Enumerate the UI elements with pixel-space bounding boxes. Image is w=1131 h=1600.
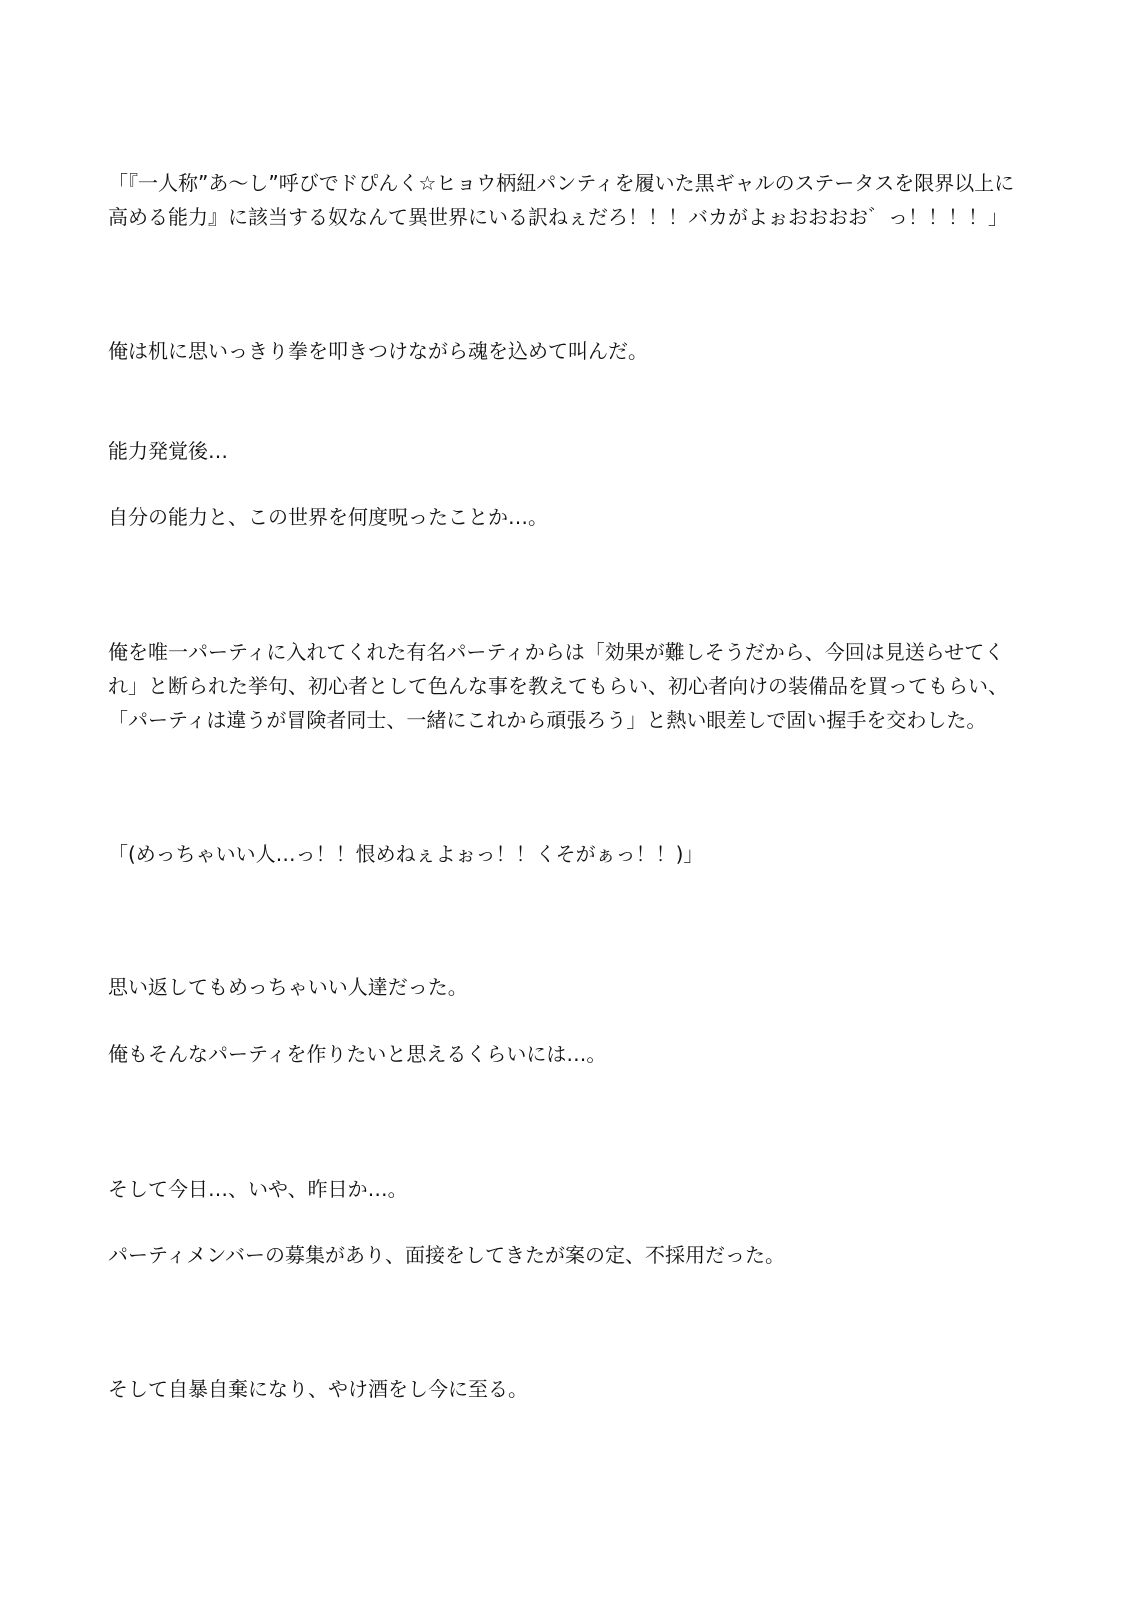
paragraph-good-people: 思い返してもめっちゃいい人達だった。: [108, 975, 468, 999]
paragraph-outburst: 「『一人称”あ〜し”呼びでドぴんく☆ヒョウ柄紐パンティを履いた黒ギャルのステータスを限界以上に高める能力』に該当する奴なんて異世界にいる訳ねぇだろ！！！バカがよぉおおおお゛っ！！！！」: [108, 171, 1015, 229]
paragraph-desk-pound: 俺は机に思いっきり拳を叩きつけながら魂を込めて叫んだ。: [108, 339, 648, 363]
paragraph-party-rejection: 俺を唯一パーティに入れてくれた有名パーティからは「効果が難しそうだから、今回は見送らせてくれ」と断られた挙句、初心者として色んな事を教えてもらい、初心者向けの装備品を買ってもらい、「パーティは違うが冒険者同士、一緒にこれから頑張ろう」と熱い眼差しで固い握手を交わした。: [108, 640, 1008, 732]
paragraph-today: そして今日…、いや、昨日か…。: [108, 1177, 408, 1201]
paragraph-inner-voice: 「(めっちゃいい人…っ！！恨めねぇよぉっ！！くそがぁっ！！)」: [108, 842, 704, 866]
paragraph-want-party: 俺もそんなパーティを作りたいと思えるくらいには…。: [108, 1042, 607, 1066]
paragraph-curse: 自分の能力と、この世界を何度呪ったことか…。: [108, 505, 548, 529]
paragraph-ability-discovery: 能力発覚後…: [108, 439, 228, 463]
paragraph-interview: パーティメンバーの募集があり、面接をしてきたが案の定、不採用だった。: [108, 1243, 785, 1267]
paragraph-drinking: そして自暴自棄になり、やけ酒をし今に至る。: [108, 1377, 528, 1401]
